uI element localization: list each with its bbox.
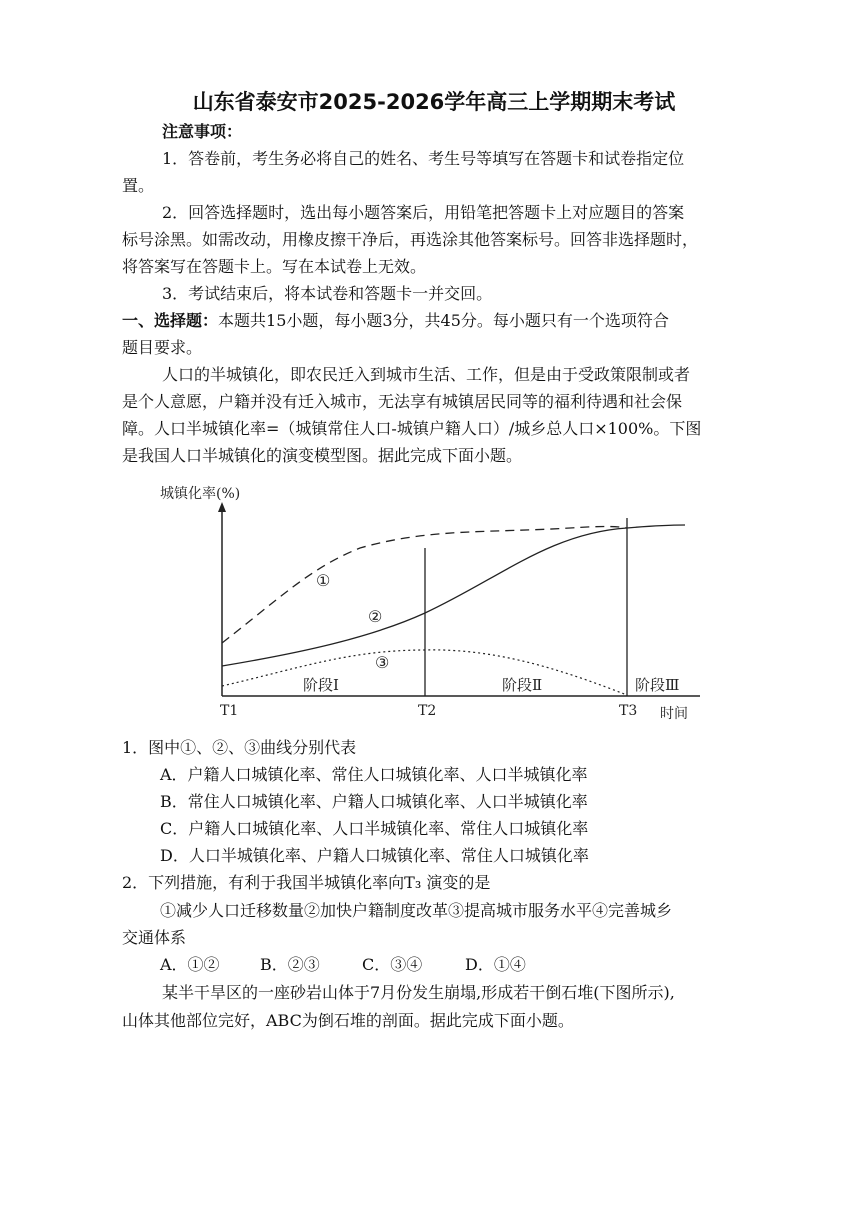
section-1-intro [122,311,669,331]
curve-2-label: ② [368,607,383,626]
q1-option-a: A．户籍人口城镇化率、常住人口城镇化率、人口半城镇化率 [160,765,588,784]
notice-item-3: 3．考试结束后，将本试卷和答题卡一并交回。 [162,284,493,303]
figure-y-label: 城镇化率(%) [160,486,241,502]
t2-label: T2 [418,703,437,719]
stage-1-label: 阶段Ⅰ [303,676,339,694]
q2-option-b: B．②③ [260,955,320,974]
q2-option-c: C．③④ [362,955,423,974]
q2-option-a: A．①② [160,955,220,974]
section-1-desc: 本题共15小题，每小题3分，共45分。每小题只有一个选项符合 [218,311,669,330]
t3-label: T3 [619,703,638,719]
urbanization-model-figure [150,478,710,728]
passage-2-line-1: 某半干旱区的一座砂岩山体于7月份发生崩塌,形成若干倒石堆(下图所示), [162,983,675,1002]
t1-label: T1 [220,703,239,719]
notice-item-1b: 置。 [122,176,155,195]
passage-1-line-2: 是个人意愿，户籍并没有迁入城市，无法享有城镇居民同等的福利待遇和社会保 [122,392,683,411]
curve-1-label: ① [316,571,331,590]
q2-option-d: D．①④ [465,955,526,974]
notice-item-2a: 2．回答选择题时，选出每小题答案后，用铅笔把答题卡上对应题目的答案 [162,203,685,222]
y-axis-arrow [218,502,226,512]
passage-1-line-4: 是我国人口半城镇化的演变模型图。据此完成下面小题。 [122,446,523,465]
notice-heading: 注意事项： [162,122,243,141]
notice-item-1a: 1．答卷前，考生务必将自己的姓名、考生号等填写在答题卡和试卷指定位 [162,149,685,168]
section-1-desc-cont: 题目要求。 [122,338,203,357]
q1-option-d: D．人口半城镇化率、户籍人口城镇化率、常住人口城镇化率 [160,846,589,865]
q1-option-c: C．户籍人口城镇化率、人口半城镇化率、常住人口城镇化率 [160,819,589,838]
figure-x-label: 时间 [660,706,688,722]
notice-item-2c: 将答案写在答题卡上。写在本试卷上无效。 [122,257,427,276]
curve-3-label: ③ [375,653,390,672]
section-1-heading: 一、选择题： [122,311,219,330]
q2-stem: 2．下列措施，有利于我国半城镇化率向T₃ 演变的是 [122,873,491,892]
stage-3-label: 阶段Ⅲ [635,676,680,694]
q2-items-cont: 交通体系 [122,928,187,947]
passage-1-line-1: 人口的半城镇化，即农民迁入到城市生活、工作，但是由于受政策限制或者 [162,365,691,384]
q2-items: ①减少人口迁移数量②加快户籍制度改革③提高城市服务水平④完善城乡 [160,901,673,920]
exam-title: 山东省泰安市2025-2026学年高三上学期期末考试 [192,90,676,114]
passage-2-line-2: 山体其他部位完好，ABC为倒石堆的剖面。据此完成下面小题。 [122,1011,574,1030]
curve-2-solid [222,525,685,666]
q1-stem: 1．图中①、②、③曲线分别代表 [122,738,357,757]
q1-option-b: B．常住人口城镇化率、户籍人口城镇化率、人口半城镇化率 [160,792,588,811]
notice-item-2b: 标号涂黑。如需改动，用橡皮擦干净后，再选涂其他答案标号。回答非选择题时， [122,230,699,249]
stage-2-label: 阶段Ⅱ [502,676,543,694]
passage-1-line-3: 障。人口半城镇化率=（城镇常住人口-城镇户籍人口）/城乡总人口×100%。下图 [122,419,702,438]
